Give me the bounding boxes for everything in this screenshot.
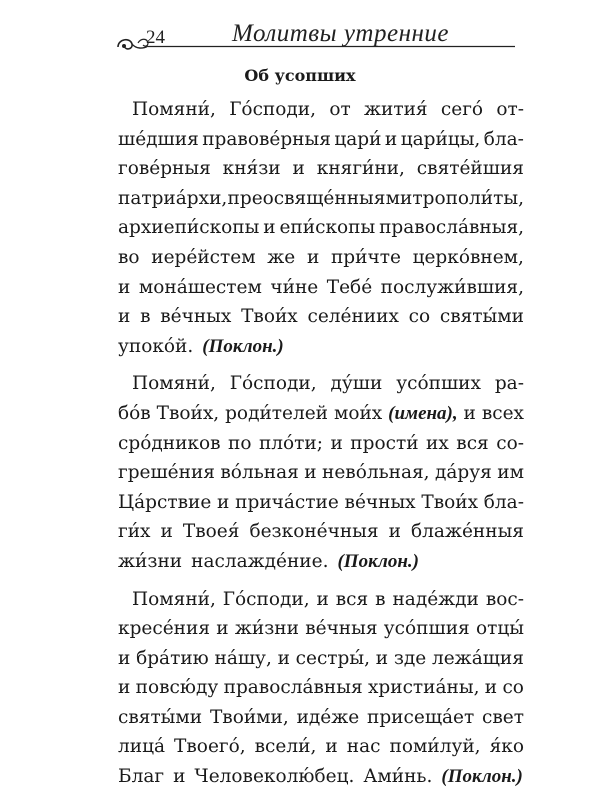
word: и (304, 462, 317, 484)
word: епи́скопы (279, 217, 376, 239)
word: Твоего́, (174, 736, 246, 758)
word: во (118, 246, 140, 268)
word: им (497, 462, 524, 484)
word: я́ко (489, 736, 524, 758)
word: жи́зни (234, 618, 299, 640)
word: от (329, 99, 351, 120)
word: вся (335, 588, 369, 610)
word: и (306, 246, 320, 268)
word: вос- (485, 588, 524, 610)
word: усо́пших (396, 373, 481, 395)
word: цари́цы, (400, 128, 481, 150)
word: ше́дшия (118, 128, 199, 150)
prayer-text (118, 95, 524, 792)
word: и (118, 306, 131, 328)
word: жи́зни (118, 550, 183, 572)
word: лежа́щия (431, 647, 524, 669)
word: правове́рныя (202, 128, 331, 150)
word: грешéния (118, 462, 215, 484)
text-line (118, 585, 524, 615)
word: княги́ни, (316, 158, 405, 180)
word: святы́ми (118, 706, 203, 728)
word: роди́телей (225, 402, 329, 424)
word: кресе́ния (118, 618, 210, 640)
word: со (502, 677, 524, 699)
word: наде́жди (392, 588, 479, 610)
text-line (118, 673, 524, 703)
word: Ами́нь. (363, 766, 433, 788)
text-line (118, 703, 524, 733)
paragraph (118, 95, 524, 361)
word: цари́ (334, 128, 382, 150)
word: правосла́вныя, (379, 217, 524, 239)
word: и (330, 432, 343, 454)
word: всех (481, 402, 524, 424)
word: их (426, 432, 449, 454)
word: сего́ (440, 99, 484, 120)
word: сро́дников (118, 432, 221, 454)
word: правосла́вныя (223, 677, 363, 699)
word: христиа́ны, (367, 677, 480, 699)
word: и (160, 521, 173, 543)
word: вся (456, 432, 489, 454)
section-title: Об усопших (244, 66, 356, 85)
word: и (216, 618, 229, 640)
word: Твои́х (421, 491, 479, 513)
word: прости́ (350, 432, 419, 454)
word: и (277, 647, 290, 669)
text-line (118, 302, 524, 332)
word: всели́, (254, 736, 317, 758)
word: церко́внем, (412, 246, 524, 268)
word: лица́ (118, 736, 166, 758)
word: бла- (483, 128, 524, 150)
word: бра́тию (136, 647, 209, 669)
word: преосвяще́нныя (227, 187, 386, 209)
text-line (118, 547, 524, 577)
text-line (118, 95, 524, 125)
page-header (0, 0, 600, 70)
rubric-note: (Поклон.) (202, 335, 284, 357)
word: иере́йстем (151, 246, 256, 268)
word: и (173, 766, 186, 788)
word: ве́чныя (305, 618, 378, 640)
text-line (118, 125, 524, 155)
word: бла- (483, 491, 524, 513)
text-line (118, 369, 524, 399)
word: Помяни́, (132, 588, 216, 610)
word: бо́в (118, 402, 151, 424)
word: Твои́ми, (209, 706, 289, 728)
word: упоко́й. (118, 335, 194, 357)
word: Ца́рствие (118, 491, 212, 513)
word: пло́ти; (258, 432, 323, 454)
word: Твои́х (241, 306, 298, 328)
word: святы́ми (439, 306, 524, 328)
paragraph (118, 585, 524, 792)
text-line (118, 243, 524, 273)
word: присеща́ет (367, 706, 475, 728)
word: свет (482, 706, 524, 728)
word: ве́чных (344, 491, 416, 513)
word: наслажде́ние. (191, 550, 329, 572)
rubric-note: (имена), (388, 402, 458, 424)
word: и (388, 521, 401, 543)
text-line (118, 273, 524, 303)
word: и (325, 736, 338, 758)
word: ра- (494, 373, 524, 395)
word: на́шу, (214, 647, 272, 669)
rubric-note: (Поклон.) (441, 766, 523, 788)
word: святе́йшия (416, 158, 524, 180)
word: патриа́рхи, (118, 187, 228, 209)
word: селе́ниих (307, 306, 399, 328)
text-line (118, 184, 524, 214)
text-line (118, 644, 524, 674)
word: отцы́ (475, 618, 524, 640)
word: со (408, 306, 431, 328)
word: поми́луй, (389, 736, 481, 758)
word: гове́рныя (118, 158, 211, 180)
word: и (263, 217, 276, 239)
word: митрополи́ты, (385, 187, 524, 209)
word: Го́споди, (229, 99, 317, 120)
word: в (375, 588, 386, 610)
word: послужи́вшия, (380, 276, 524, 298)
word: ду́ши (330, 373, 383, 395)
word: Тебе́ (326, 276, 373, 298)
text-line (118, 614, 524, 644)
word: по (228, 432, 252, 454)
word: и (375, 647, 389, 669)
word: и (217, 491, 230, 513)
word: кня́зи (222, 158, 281, 180)
word: мои́х (333, 402, 383, 424)
text-line (118, 332, 524, 362)
word: повсю́ду (135, 677, 219, 699)
word: и (292, 158, 305, 180)
paragraph (118, 369, 524, 576)
word: ги́х (118, 521, 151, 543)
word: Человеколю́бец. (194, 766, 355, 788)
word: блаже́нныя (411, 521, 524, 543)
word: и (484, 677, 498, 699)
word: и (118, 647, 131, 669)
word: Помяни́, (132, 373, 216, 395)
word: чи́не (270, 276, 319, 298)
word: при́чте (330, 246, 401, 268)
word: Благ (118, 766, 165, 788)
word: же (267, 246, 296, 268)
word: и (316, 588, 329, 610)
word: да́руя (435, 462, 492, 484)
text-line (118, 517, 524, 547)
word: безконе́чныя (249, 521, 379, 543)
text-line (118, 154, 524, 184)
word: в (140, 306, 151, 328)
word: усо́пшия (383, 618, 470, 640)
word: архиепи́скопы (118, 217, 260, 239)
word: зде (393, 647, 427, 669)
word: и (118, 677, 131, 699)
word: от- (496, 99, 524, 120)
word: сестры́, (295, 647, 370, 669)
text-line (118, 762, 524, 792)
text-line (118, 458, 524, 488)
word: мона́шестем (138, 276, 262, 298)
word: Помяни́, (132, 99, 216, 120)
text-line (118, 429, 524, 459)
word: Го́споди, (229, 373, 317, 395)
word: прича́стие (235, 491, 339, 513)
word: жития́ (364, 99, 428, 120)
word: и (118, 276, 131, 298)
text-line (118, 213, 524, 243)
running-title: Молитвы утренние (232, 20, 449, 47)
word: со- (496, 432, 524, 454)
rubric-note: (Поклон.) (337, 550, 419, 572)
word: и (384, 128, 398, 150)
page-number: 24 (146, 27, 165, 48)
word: нево́льная, (322, 462, 430, 484)
word: ве́чных (160, 306, 232, 328)
text-line (118, 399, 524, 429)
word: Твои́х, (156, 402, 220, 424)
word: нас (346, 736, 381, 758)
word: во́льная (220, 462, 299, 484)
word: и (463, 402, 476, 424)
word: Го́споди, (222, 588, 310, 610)
word: иде́же (296, 706, 360, 728)
text-line (118, 732, 524, 762)
word: Твоея́ (182, 521, 240, 543)
text-line (118, 488, 524, 518)
